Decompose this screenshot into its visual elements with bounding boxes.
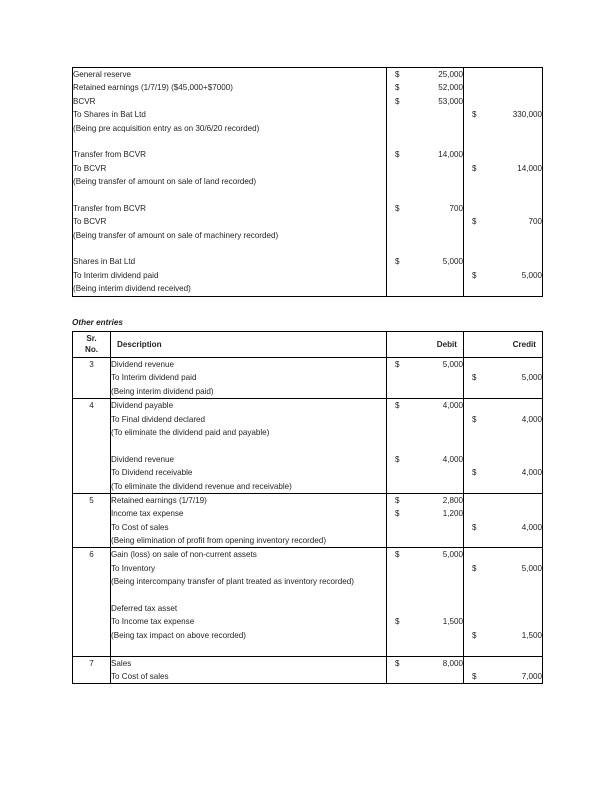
amount-line xyxy=(387,534,463,547)
amount-line xyxy=(387,670,463,683)
entry-serial-number xyxy=(73,399,111,494)
entry-line-label: To Cost of sales xyxy=(111,522,169,532)
currency-symbol: $ xyxy=(472,110,477,120)
amount-line xyxy=(387,426,463,439)
amount-value: 1,500 xyxy=(521,630,542,640)
amount-line xyxy=(387,562,463,575)
entry-line-label: (Being interim dividend paid) xyxy=(111,386,214,396)
amount-line xyxy=(387,657,463,670)
amount-value: 700 xyxy=(449,203,463,213)
table-row xyxy=(73,656,543,684)
amount-value: 5,000 xyxy=(521,373,542,383)
entry-line-label: To BCVR xyxy=(73,163,107,173)
amount-value: 5,000 xyxy=(442,550,463,560)
serial-number-value: 6 xyxy=(89,550,94,560)
amount-line xyxy=(387,371,463,384)
entry-line-label: Gain (loss) on sale of non-current assets xyxy=(111,550,257,560)
entry-description-cell xyxy=(111,493,387,548)
entry-description-cell xyxy=(111,358,387,399)
amount-line xyxy=(387,480,463,493)
currency-symbol: $ xyxy=(395,203,400,213)
amount-value: 8,000 xyxy=(442,658,463,668)
amount-line xyxy=(387,615,463,628)
entry-line-label: To Final dividend declared xyxy=(111,414,206,424)
entry-line-label: Transfer from BCVR xyxy=(73,150,147,160)
entry-line-label: Dividend revenue xyxy=(111,360,174,369)
currency-symbol: $ xyxy=(472,522,477,532)
entry-line-label: To Inventory xyxy=(111,563,156,573)
amount-line xyxy=(464,534,542,547)
amount-line xyxy=(387,575,463,588)
amount-value: 330,000 xyxy=(512,110,542,120)
currency-symbol: $ xyxy=(395,550,400,560)
entry-line-label: To Cost of sales xyxy=(111,671,169,681)
amount-line xyxy=(464,575,542,588)
table-row xyxy=(73,548,543,656)
entry-line-label: Shares in Bat Ltd xyxy=(73,257,136,267)
amount-line xyxy=(464,494,542,507)
credit-amount-cell xyxy=(464,493,543,548)
entry-line-label: General reserve xyxy=(73,70,132,79)
currency-symbol: $ xyxy=(395,70,400,79)
currency-symbol: $ xyxy=(395,257,400,267)
other-entries-header xyxy=(73,332,543,358)
amount-line xyxy=(464,629,542,642)
currency-symbol: $ xyxy=(395,150,400,160)
spacer-line xyxy=(111,439,386,452)
amount-line xyxy=(464,521,542,534)
amount-line xyxy=(464,507,542,520)
currency-symbol: $ xyxy=(395,360,400,369)
amount-value: 5,000 xyxy=(521,270,542,280)
table-header-row xyxy=(73,332,543,358)
amount-value: 7,000 xyxy=(521,671,542,681)
credit-amount-cell xyxy=(464,656,543,684)
amount-line xyxy=(464,642,542,655)
amount-value: 4,000 xyxy=(521,414,542,424)
amount-value: 700 xyxy=(528,217,542,227)
currency-symbol: $ xyxy=(472,563,477,573)
amount-line xyxy=(387,453,463,466)
table-row xyxy=(73,358,543,399)
currency-symbol: $ xyxy=(472,270,477,280)
amount-line xyxy=(464,657,542,670)
column-header-credit: Credit xyxy=(464,332,543,358)
amount-line xyxy=(464,670,542,683)
amount-line xyxy=(387,548,463,561)
amount-line xyxy=(387,521,463,534)
amount-line xyxy=(387,642,463,655)
debit-amount-cell xyxy=(387,358,464,399)
amount-line xyxy=(464,466,542,479)
entry-line-label: To Income tax expense xyxy=(111,617,195,627)
currency-symbol: $ xyxy=(472,630,477,640)
currency-symbol: $ xyxy=(395,454,400,464)
entry-description-cell xyxy=(111,548,387,656)
amount-line xyxy=(464,371,542,384)
sr-header-line1: Sr. xyxy=(86,334,97,343)
entry-description-cell xyxy=(111,656,387,684)
amount-line xyxy=(387,589,463,602)
amount-value: 4,000 xyxy=(521,522,542,532)
spacer-line xyxy=(387,602,463,615)
credit-amount-cell xyxy=(464,399,543,494)
amount-line xyxy=(464,562,542,575)
entry-line-label: (Being intercompany transfer of plant treated as inventory recorded) xyxy=(111,577,354,587)
amount-value: 5,000 xyxy=(521,563,542,573)
entry-line-label: To Interim dividend paid xyxy=(73,270,159,280)
entry-line-label: BCVR xyxy=(73,96,96,106)
amount-value: 4,000 xyxy=(442,454,463,464)
amount-value: 4,000 xyxy=(521,468,542,478)
currency-symbol: $ xyxy=(472,414,477,424)
amount-line xyxy=(464,426,542,439)
serial-number-value: 4 xyxy=(89,401,94,411)
amount-value: 1,500 xyxy=(442,617,463,627)
amount-line xyxy=(387,507,463,520)
amount-value: 53,000 xyxy=(438,96,463,106)
amount-line xyxy=(464,413,542,426)
amount-line xyxy=(464,453,542,466)
entry-line-label: To Shares in Bat Ltd xyxy=(73,110,146,120)
entry-line-label: Sales xyxy=(111,658,132,668)
currency-symbol: $ xyxy=(472,671,477,681)
amount-value: 4,000 xyxy=(442,401,463,411)
currency-symbol: $ xyxy=(395,495,400,505)
currency-symbol: $ xyxy=(395,401,400,411)
sr-header-line2: No. xyxy=(84,344,99,354)
amount-line xyxy=(464,399,542,412)
entry-line-label: (To eliminate the dividend paid and payable) xyxy=(111,427,270,437)
amount-line xyxy=(464,589,542,602)
spacer-line xyxy=(387,439,463,452)
spacer-line xyxy=(464,439,542,452)
other-entries-caption: Other entries xyxy=(72,318,123,327)
entry-line-label: (Being tax impact on above recorded) xyxy=(111,630,246,640)
entry-line-label: (Being pre acquisition entry as on 30/6/20 recorded) xyxy=(73,123,260,133)
entry-line-label: (Being elimination of profit from opening inventory recorded) xyxy=(111,536,327,546)
entry-line-label: (Being transfer of amount on sale of land recorded) xyxy=(73,177,257,187)
amount-line xyxy=(387,358,463,371)
credit-amount-cell xyxy=(464,548,543,656)
currency-symbol: $ xyxy=(472,373,477,383)
amount-line xyxy=(464,548,542,561)
amount-line xyxy=(464,480,542,493)
currency-symbol: $ xyxy=(395,96,400,106)
entry-line-label: To BCVR xyxy=(73,217,107,227)
entry-serial-number xyxy=(73,548,111,656)
debit-amount-cell xyxy=(387,548,464,656)
currency-symbol: $ xyxy=(395,617,400,627)
other-entries-table xyxy=(72,331,543,684)
serial-number-value: 5 xyxy=(89,495,94,505)
amount-line xyxy=(387,399,463,412)
amount-value: 25,000 xyxy=(438,70,463,79)
debit-amount-cell xyxy=(387,656,464,684)
currency-symbol: $ xyxy=(395,83,400,93)
entry-line-label: Retained earnings (1/7/19) ($45,000+$7000) xyxy=(73,83,233,93)
currency-symbol: $ xyxy=(472,163,477,173)
entry-line-label: To Interim dividend paid xyxy=(111,373,197,383)
amount-line xyxy=(464,615,542,628)
entry-line-label: (Being transfer of amount on sale of machinery recorded) xyxy=(73,230,279,240)
entry-line-label: Transfer from BCVR xyxy=(73,203,147,213)
table-row xyxy=(73,399,543,494)
amount-value: 5,000 xyxy=(442,360,463,369)
currency-symbol: $ xyxy=(395,658,400,668)
entry-line-label: (Being interim dividend received) xyxy=(73,284,191,294)
column-header-debit: Debit xyxy=(387,332,464,358)
entry-serial-number xyxy=(73,493,111,548)
entry-line-label: Income tax expense xyxy=(111,509,184,519)
amount-line xyxy=(387,629,463,642)
amount-value: 2,800 xyxy=(442,495,463,505)
currency-symbol: $ xyxy=(395,509,400,519)
entry-line-label: (To eliminate the dividend revenue and receivable) xyxy=(111,481,292,491)
entry-line-label: Retained earnings (1/7/19) xyxy=(111,495,207,505)
amount-line xyxy=(387,413,463,426)
other-entries-body xyxy=(73,358,543,684)
entry-serial-number xyxy=(73,358,111,399)
amount-value: 1,200 xyxy=(442,509,463,519)
spacer-line xyxy=(464,602,542,615)
amount-line xyxy=(464,358,542,371)
spacer-line xyxy=(111,589,386,602)
table-row xyxy=(73,493,543,548)
currency-symbol: $ xyxy=(472,217,477,227)
entry-line-label: Dividend payable xyxy=(111,401,174,411)
entry-serial-number xyxy=(73,656,111,684)
entry-line-label: Dividend revenue xyxy=(111,454,174,464)
amount-value: 14,000 xyxy=(438,150,463,160)
entry-line-label: To Dividend receivable xyxy=(111,468,193,478)
serial-number-value: 3 xyxy=(89,360,94,369)
debit-amount-cell xyxy=(387,399,464,494)
amount-value: 5,000 xyxy=(442,257,463,267)
credit-amount-cell xyxy=(464,358,543,399)
amount-line xyxy=(387,385,463,398)
column-header-sr-no xyxy=(73,332,111,358)
amount-line xyxy=(387,494,463,507)
column-header-description: Description xyxy=(111,332,387,358)
amount-value: 14,000 xyxy=(517,163,542,173)
amount-line xyxy=(464,385,542,398)
entry-description-cell xyxy=(111,399,387,494)
serial-number-value: 7 xyxy=(89,658,94,668)
amount-value: 52,000 xyxy=(438,83,463,93)
entry-line-label: Deferred tax asset xyxy=(111,604,178,614)
currency-symbol: $ xyxy=(472,468,477,478)
debit-amount-cell xyxy=(387,493,464,548)
amount-line xyxy=(387,466,463,479)
